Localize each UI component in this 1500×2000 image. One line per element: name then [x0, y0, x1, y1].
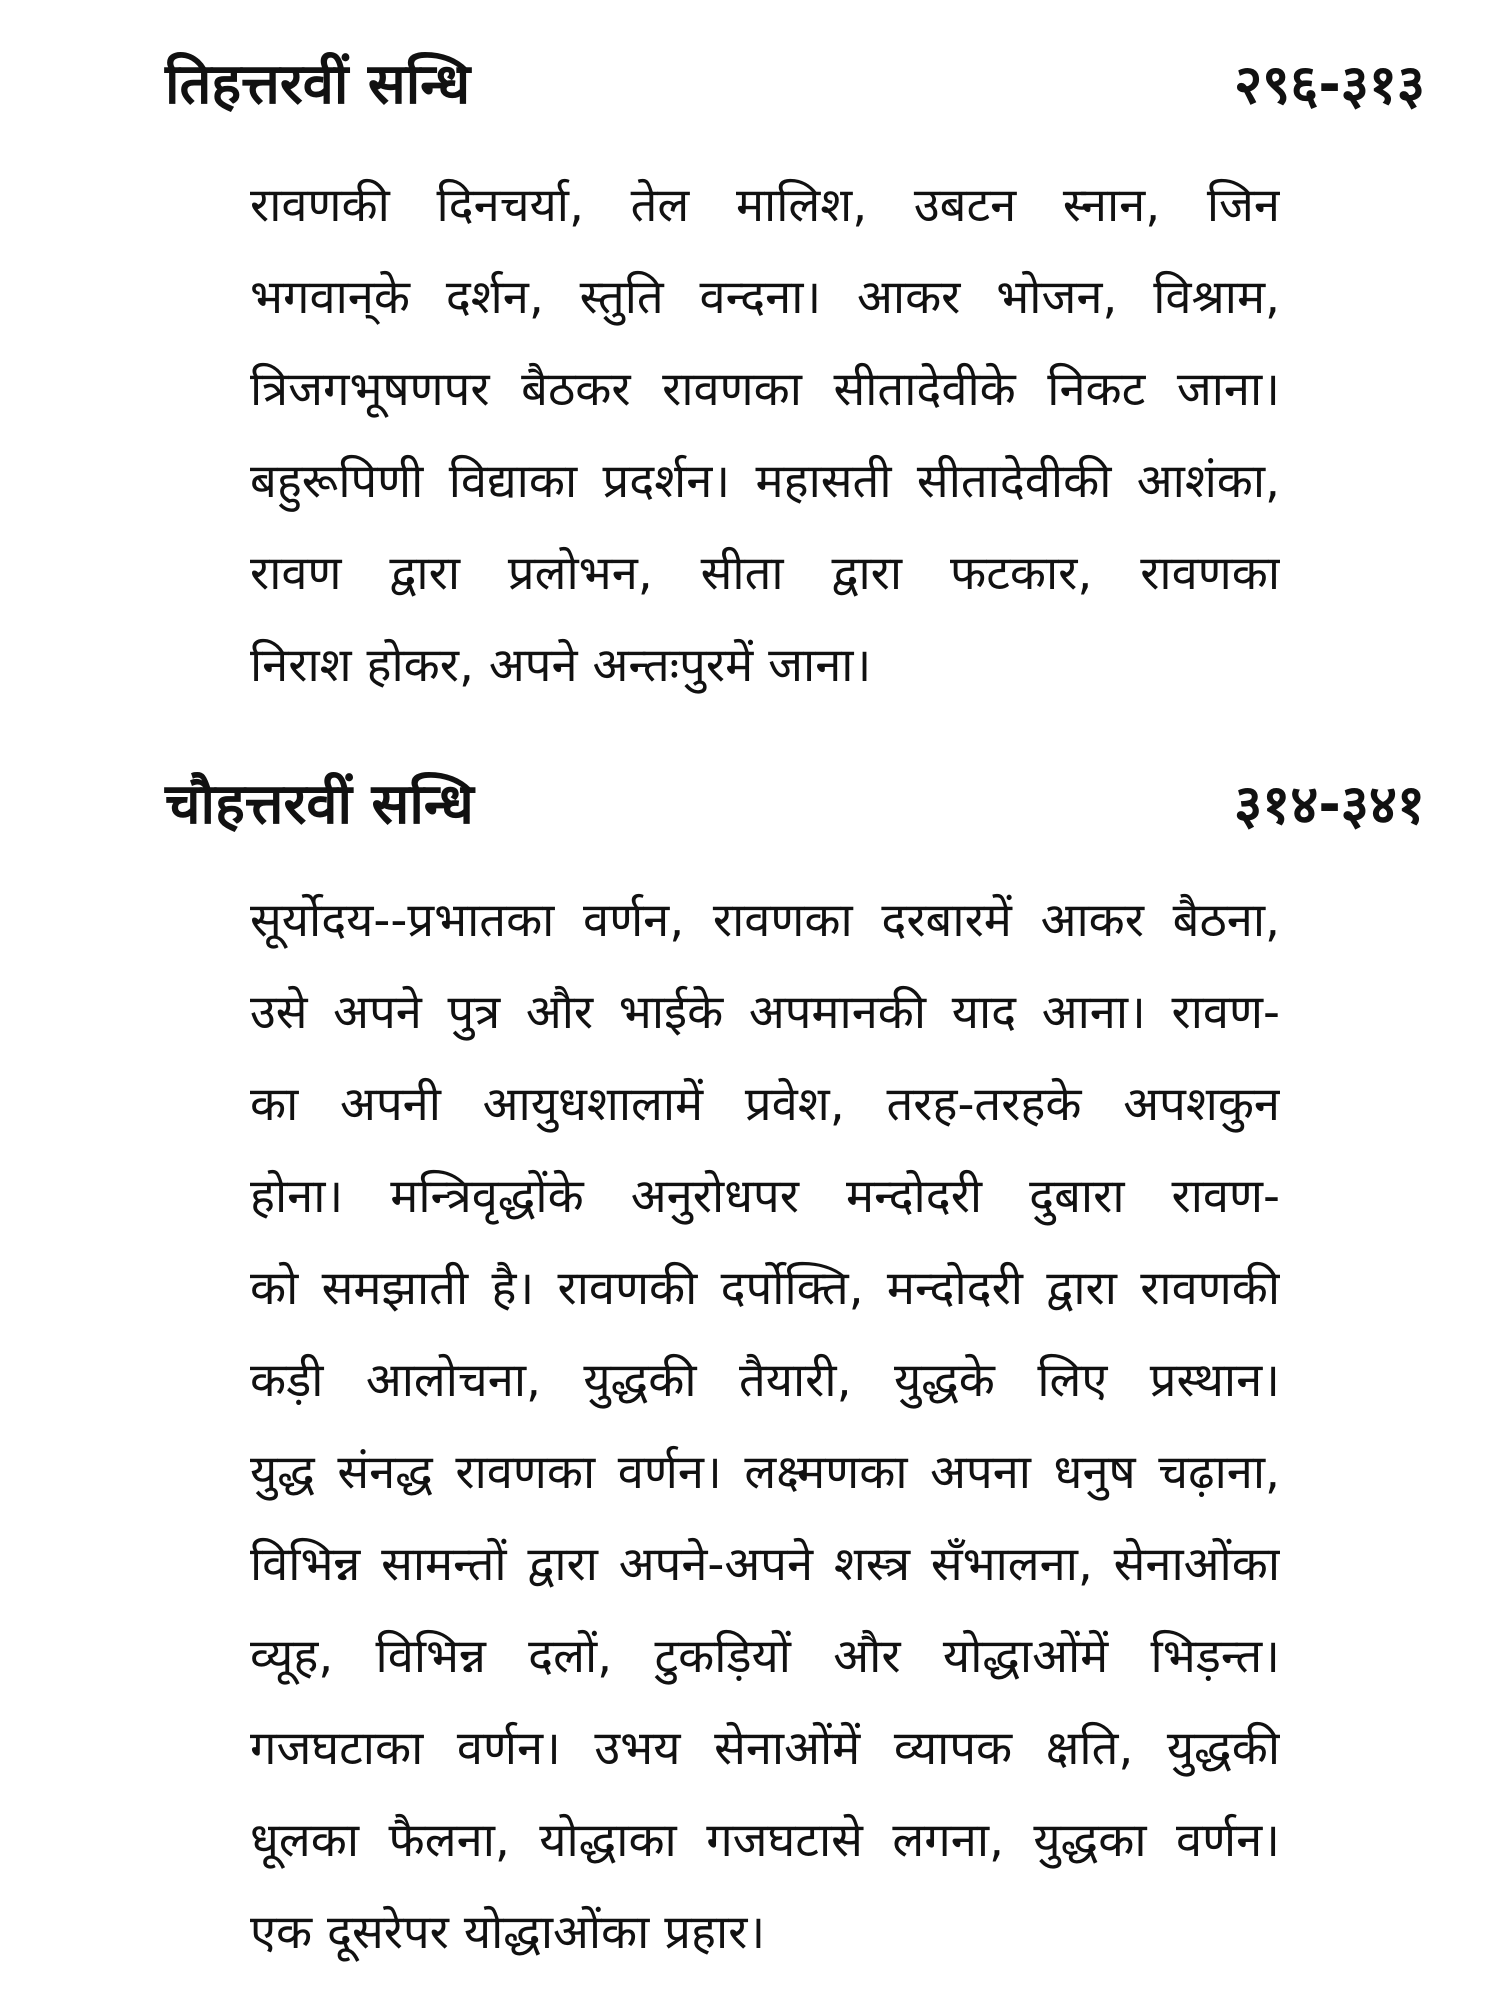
summary-line: कड़ी आलोचना, युद्धकी तैयारी, युद्धके लिए प्रस्थान। — [250, 1353, 1280, 1408]
summary-line: बहुरूपिणी विद्याका प्रदर्शन। महासती सीतादेवीकी आशंका, — [250, 454, 1280, 509]
section-title: चौहत्तरवीं सन्धि — [165, 772, 474, 837]
summary-line: रावण द्वारा प्रलोभन, सीता द्वारा फटकार, रावणका — [250, 546, 1280, 601]
section-summary — [250, 875, 1280, 1979]
page-range: २९६-३१३ — [1234, 53, 1425, 116]
page-range: ३१४-३४१ — [1234, 773, 1425, 836]
summary-line: धूलका फैलना, योद्धाका गजघटासे लगना, युद्धका वर्णन। — [250, 1813, 1280, 1868]
summary-line: निराश होकर, अपने अन्तःपुरमें जाना। — [250, 638, 872, 693]
section-heading — [165, 765, 1425, 845]
section-heading — [165, 45, 1425, 125]
summary-line: भगवान्‌के दर्शन, स्तुति वन्दना। आकर भोजन, विश्राम, — [250, 270, 1280, 325]
summary-line: रावणकी दिनचर्या, तेल मालिश, उबटन स्नान, जिन — [250, 178, 1280, 233]
summary-line: सूर्योदय--प्रभातका वर्णन, रावणका दरबारमें आकर बैठना, — [250, 893, 1280, 948]
section-summary — [250, 160, 1280, 712]
summary-line: एक दूसरेपर योद्धाओंका प्रहार। — [250, 1905, 766, 1960]
summary-line: होना। मन्त्रिवृद्धोंके अनुरोधपर मन्दोदरी दुबारा रावण- — [250, 1169, 1280, 1224]
summary-line: विभिन्न सामन्तों द्वारा अपने-अपने शस्त्र सँभालना, सेनाओंका — [250, 1537, 1280, 1592]
summary-line: का अपनी आयुधशालामें प्रवेश, तरह-तरहके अपशकुन — [250, 1077, 1280, 1132]
summary-line: व्यूह, विभिन्न दलों, टुकड़ियों और योद्धाओंमें भिड़न्त। — [250, 1629, 1280, 1684]
summary-line: युद्ध संनद्ध रावणका वर्णन। लक्ष्मणका अपना धनुष चढ़ाना, — [250, 1445, 1280, 1500]
summary-line: गजघटाका वर्णन। उभय सेनाओंमें व्यापक क्षति, युद्धकी — [250, 1721, 1280, 1776]
section-title: तिहत्तरवीं सन्धि — [165, 52, 471, 117]
summary-line: त्रिजगभूषणपर बैठकर रावणका सीतादेवीके निकट जाना। — [250, 362, 1280, 417]
summary-line: उसे अपने पुत्र और भाईके अपमानकी याद आना। रावण- — [250, 985, 1280, 1040]
summary-line: को समझाती है। रावणकी दर्पोक्ति, मन्दोदरी द्वारा रावणकी — [250, 1261, 1280, 1316]
